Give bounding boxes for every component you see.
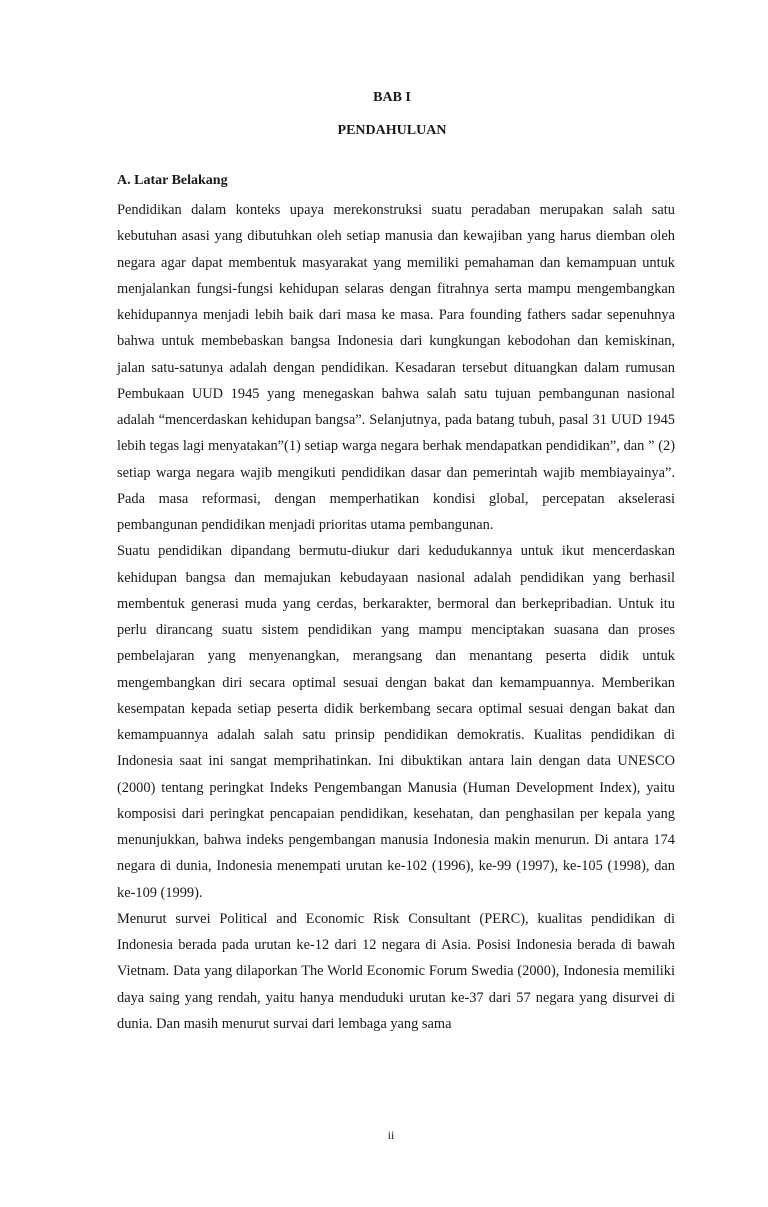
section-heading: A. Latar Belakang [117,173,228,188]
paragraph-1: Pendidikan dalam konteks upaya merekonstruksi suatu peradaban merupakan salah satu kebutuhan asasi yang dibutuhkan oleh setiap manusia dan kewajiban yang harus diemban oleh negara agar dapat membentuk masyarakat yang memiliki pemahaman dan kemampuan untuk menjalankan fungsi-fungsi kehidupan selaras dengan fitrahnya serta mampu mengembangkan kehidupannya menjadi lebih baik dari masa ke masa. Para founding fathers sadar sepenuhnya bahwa untuk membebaskan bangsa Indonesia dari kungkungan kebodohan dan kemiskinan, jalan satu-satunya adalah dengan pendidikan. Kesadaran tersebut dituangkan dalam rumusan Pembukaan UUD 1945 yang menegaskan bahwa salah satu tujuan pembangunan nasional adalah “mencerdaskan kehidupan bangsa”. Selanjutnya, pada batang tubuh, pasal 31 UUD 1945 lebih tegas lagi menyatakan”(1) setiap warga negara berhak mendapatkan pendidikan”, dan ” (2) setiap warga negara wajib mengikuti pendidikan dasar dan pemerintah wajib membiayainya”. Pada masa reformasi, dengan memperhatikan kondisi global, percepatan akselerasi pembangunan pendidikan menjadi prioritas utama pembangunan. [117,202,675,533]
chapter-label: BAB I [373,90,411,105]
body-text [117,197,675,1037]
chapter-title: PENDAHULUAN [337,123,447,138]
paragraph-2: Suatu pendidikan dipandang bermutu-diukur dari kedudukannya untuk ikut mencerdaskan kehidupan bangsa dan memajukan kebudayaan nasional adalah pendidikan yang berhasil membentuk generasi muda yang cerdas, berkarakter, bermoral dan berkepribadian. Untuk itu perlu dirancang suatu sistem pendidikan yang mampu menciptakan suasana dan proses pembelajaran yang menyenangkan, merangsang dan menantang peserta didik untuk mengembangkan diri secara optimal sesuai dengan bakat dan kemampuannya. Memberikan kesempatan kepada setiap peserta didik berkembang secara optimal sesuai dengan bakat dan kemampuannya adalah salah satu prinsip pendidikan demokratis. Kualitas pendidikan di Indonesia saat ini sangat memprihatinkan. Ini dibuktikan antara lain dengan data UNESCO (2000) tentang peringkat Indeks Pengembangan Manusia (Human Development Index), yaitu komposisi dari peringkat pencapaian pendidikan, kesehatan, dan penghasilan per kepala yang menunjukkan, bahwa indeks pengembangan manusia Indonesia makin menurun. Di antara 174 negara di dunia, Indonesia menempati urutan ke-102 (1996), ke-99 (1997), ke-105 (1998), dan ke-109 (1999). [117,543,675,901]
page-number-container [0,1128,768,1143]
paragraph-3: Menurut survei Political and Economic Risk Consultant (PERC), kualitas pendidikan di Indonesia berada pada urutan ke-12 dari 12 negara di Asia. Posisi Indonesia berada di bawah Vietnam. Data yang dilaporkan The World Economic Forum Swedia (2000), Indonesia memiliki daya saing yang rendah, yaitu hanya menduduki urutan ke-37 dari 57 negara yang disurvei di dunia. Dan masih menurut survai dari lembaga yang sama [117,910,675,1032]
page-number: ii [387,1128,395,1142]
